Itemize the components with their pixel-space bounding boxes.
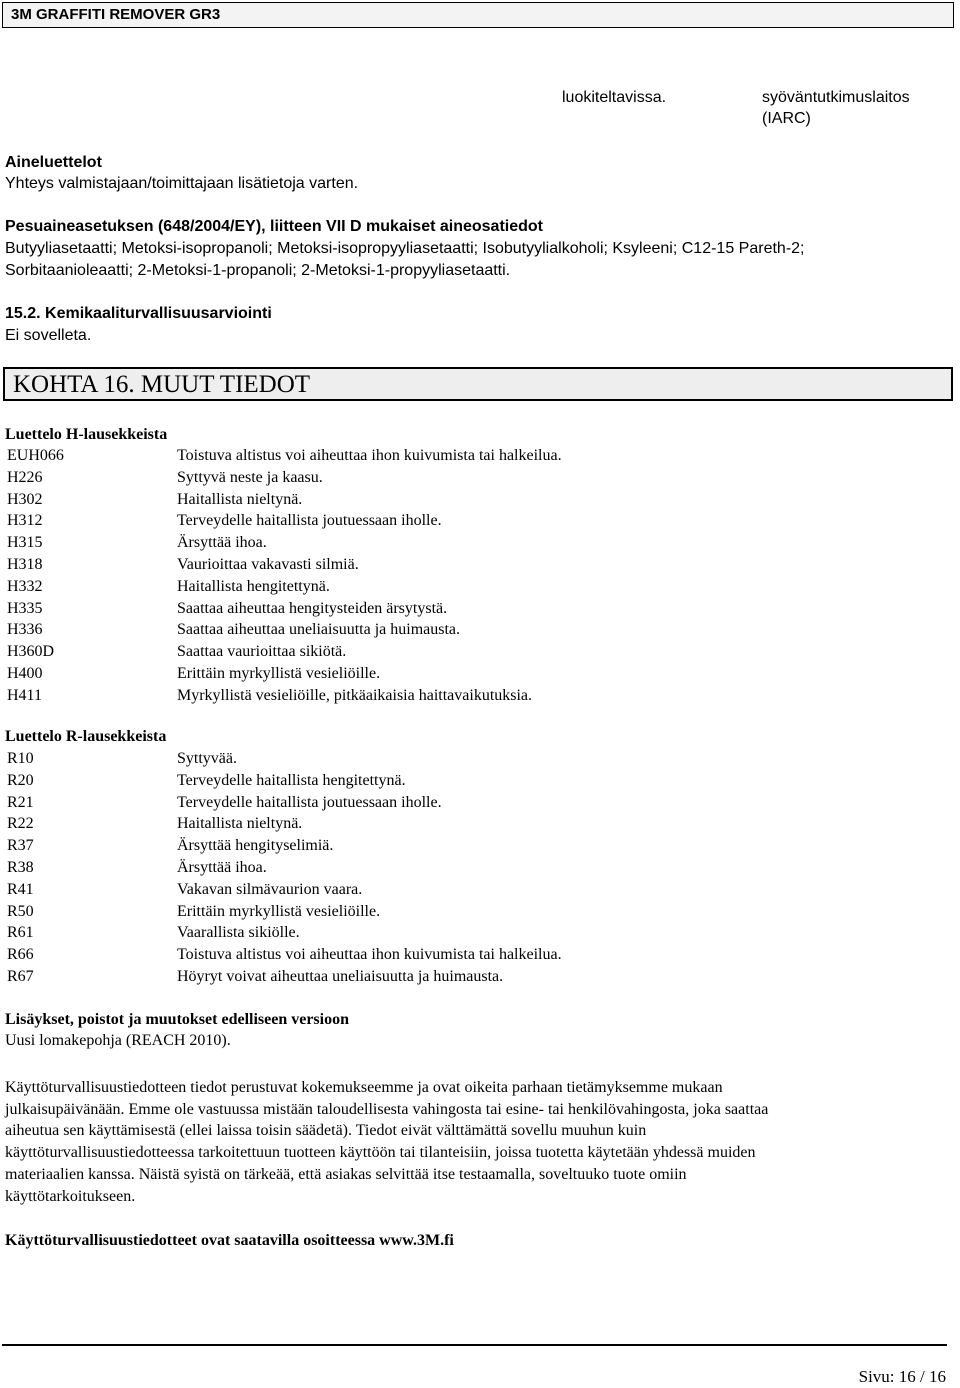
h-text: Erittäin myrkyllistä vesieliöille.: [177, 664, 381, 682]
disclaimer-line: materiaalien kanssa. Näistä syistä on tärkeää, että asiakas selvittää itse testaamalla, soveltuuko tuote omiin: [5, 1165, 687, 1183]
h-text: Terveydelle haitallista joutuessaan iholle.: [177, 512, 442, 530]
current-page: 16: [898, 1367, 916, 1386]
r-code: R22: [7, 815, 34, 833]
disclaimer-line: käyttötarkoitukseen.: [5, 1187, 136, 1205]
r-text: Vakavan silmävaurion vaara.: [177, 880, 363, 898]
availability-note: Käyttöturvallisuustiedotteet ovat saatavilla osoitteessa www.3M.fi: [5, 1232, 454, 1249]
r-text: Höyryt voivat aiheuttaa uneliaisuutta ja huimausta.: [177, 967, 504, 985]
h-text: Haitallista nieltynä.: [177, 490, 303, 508]
page-label: Sivu:: [858, 1367, 895, 1386]
h-code: EUH066: [7, 447, 64, 464]
r-text: Vaarallista sikiölle.: [177, 924, 300, 942]
h-code: H318: [7, 555, 43, 573]
r-code: R66: [7, 946, 34, 964]
r-code: R21: [7, 793, 34, 811]
kemikaali-heading: 15.2. Kemikaaliturvallisuusarviointi: [5, 305, 272, 322]
h-text: Haitallista hengitettynä.: [177, 577, 330, 595]
h-text: Myrkyllistä vesieliöille, pitkäaikaisia haittavaikutuksia.: [177, 686, 533, 704]
r-text: Ärsyttää hengityselimiä.: [177, 837, 334, 855]
h-code: H336: [7, 621, 43, 639]
r-code: R20: [7, 771, 34, 789]
pesuaine-line-2: Sorbitaanioleaatti; 2-Metoksi-1-propanoli; 2-Metoksi-1-propyyliasetaatti.: [5, 262, 511, 279]
h-text: Vaurioittaa vakavasti silmiä.: [177, 555, 359, 573]
total-pages: 16: [929, 1367, 946, 1386]
h-text: Saattaa vaurioittaa sikiötä.: [177, 643, 347, 661]
kemikaali-text: Ei sovelleta.: [5, 327, 92, 344]
r-text: Haitallista nieltynä.: [177, 815, 303, 833]
changes-text: Uusi lomakepohja (REACH 2010).: [5, 1032, 231, 1049]
h-text: Ärsyttää ihoa.: [177, 534, 267, 552]
aineluettelot-heading: Aineluettelot: [5, 154, 102, 171]
disclaimer-line: aiheutua sen käyttämisestä (ellei laissa toisin säädetä). Tiedot eivät välttämättä sovellu muuhun kuin: [5, 1122, 647, 1140]
h-text: Toistuva altistus voi aiheuttaa ihon kuivumista tai halkeilua.: [177, 447, 562, 464]
pesuaine-heading: Pesuaineasetuksen (648/2004/EY), liitteen VII D mukaiset aineosatiedot: [5, 218, 543, 235]
r-text: Toistuva altistus voi aiheuttaa ihon kuivumista tai halkeilua.: [177, 946, 562, 964]
carryover-classification: luokiteltavissa.: [562, 89, 667, 106]
h-code: H400: [7, 664, 43, 682]
h-code: H335: [7, 599, 43, 617]
h-code: H315: [7, 534, 43, 552]
page-number: [859, 1366, 946, 1388]
r-text: Ärsyttää ihoa.: [177, 858, 267, 876]
carryover-agency-line1: syöväntutkimuslaitos: [762, 89, 910, 106]
h-list-heading: Luettelo H-lausekkeista: [5, 426, 168, 443]
disclaimer-line: Käyttöturvallisuustiedotteen tiedot perustuvat kokemukseemme ja ovat oikeita parhaan tietämyksemme mukaan: [5, 1079, 723, 1096]
product-title: 3M GRAFFITI REMOVER GR3: [11, 6, 221, 23]
h-code: H332: [7, 577, 43, 595]
r-code: R50: [7, 902, 34, 920]
document-header: [2, 2, 954, 28]
r-code: R41: [7, 880, 34, 898]
h-text: Saattaa aiheuttaa hengitysteiden ärsytystä.: [177, 599, 448, 617]
r-text: Erittäin myrkyllistä vesieliöille.: [177, 902, 381, 920]
r-code: R67: [7, 967, 34, 985]
h-code: H312: [7, 512, 43, 530]
pesuaine-line-1: Butyyliasetaatti; Metoksi-isopropanoli; Metoksi-isopropyyliasetaatti; Isobutyylialkoholi; Ksyleeni; C12-15 Pareth-2;: [5, 240, 805, 257]
h-text: Syttyvä neste ja kaasu.: [177, 468, 323, 486]
page-separator: /: [920, 1367, 925, 1386]
disclaimer-line: käyttöturvallisuustiedotteessa tarkoitettuun tuotteen käyttöön tai tilanteisiin, joissa tuotetta käytetään yhdessä muiden: [5, 1144, 756, 1162]
h-code: H302: [7, 490, 43, 508]
r-code: R10: [7, 750, 34, 767]
section-16-banner: [3, 367, 953, 401]
r-code: R38: [7, 858, 34, 876]
r-code: R61: [7, 924, 34, 942]
h-code: H360D: [7, 643, 55, 661]
r-text: Terveydelle haitallista hengitettynä.: [177, 771, 406, 789]
footer-divider: [2, 1344, 947, 1346]
disclaimer-line: julkaisupäivänään. Emme ole vastuussa mistään taloudellisesta vahingosta tai esine- tai henkilövahingosta, joka saattaa: [5, 1100, 769, 1118]
r-text: Terveydelle haitallista joutuessaan iholle.: [177, 793, 442, 811]
disclaimer-paragraph: [5, 1077, 905, 1207]
h-text: Saattaa aiheuttaa uneliaisuutta ja huimausta.: [177, 621, 461, 639]
h-code: H226: [7, 468, 43, 486]
r-code: R37: [7, 837, 34, 855]
section-16-title: KOHTA 16. MUUT TIEDOT: [13, 371, 311, 398]
r-text: Syttyvää.: [177, 750, 237, 767]
h-code: H411: [7, 686, 42, 704]
carryover-agency-line2: (IARC): [762, 110, 811, 127]
changes-heading: Lisäykset, poistot ja muutokset edelliseen versioon: [5, 1011, 349, 1028]
r-list-heading: Luettelo R-lausekkeista: [5, 728, 167, 745]
aineluettelot-text: Yhteys valmistajaan/toimittajaan lisätietoja varten.: [5, 175, 359, 192]
